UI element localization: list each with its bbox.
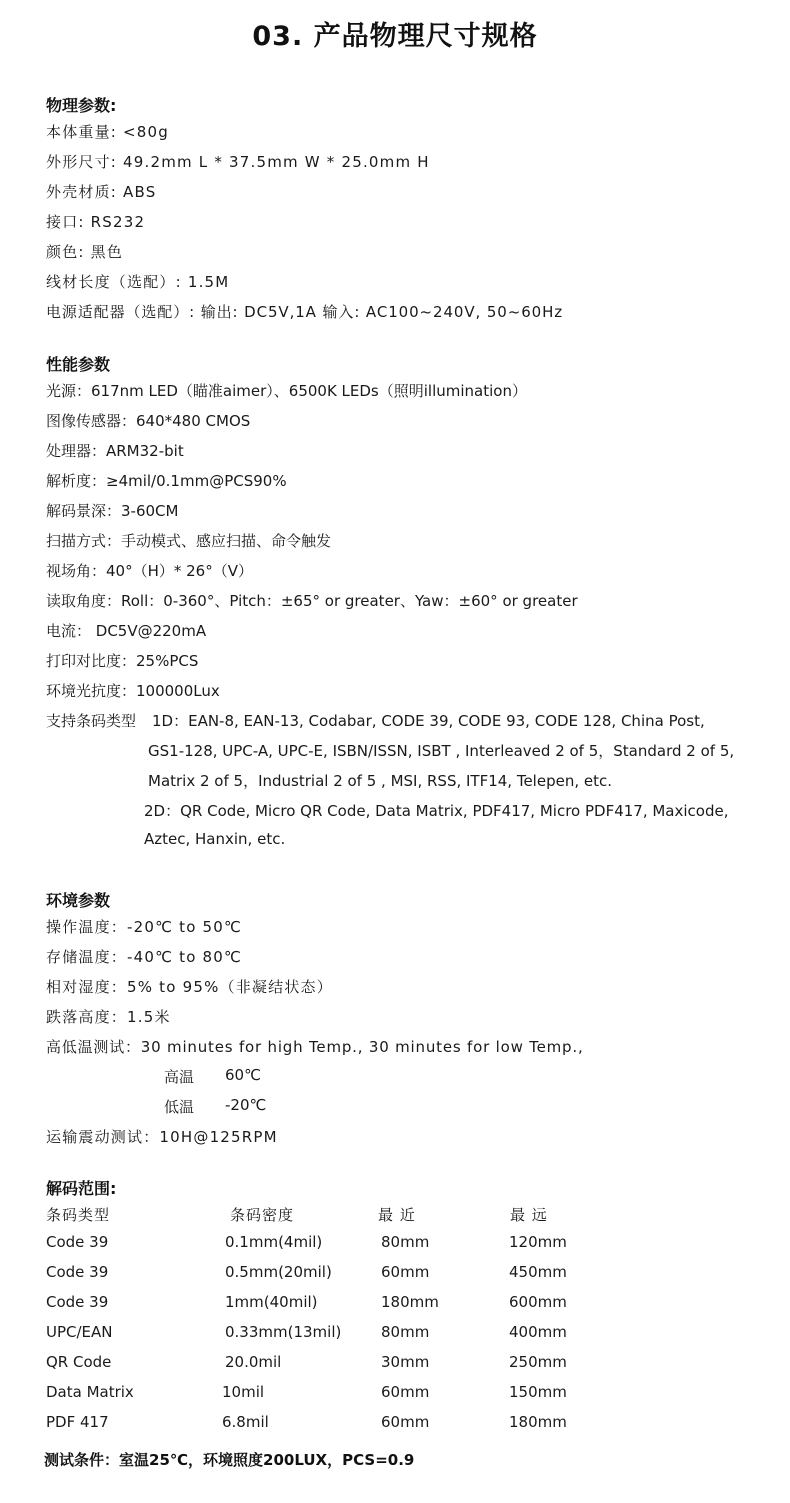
performance-heading: 性能参数 <box>46 355 111 374</box>
env-low-temp-label: 低温 <box>164 1098 195 1116</box>
perf-barcode-2d-line-2: Aztec, Hanxin, etc. <box>144 830 286 848</box>
perf-resolution: 解析度：≥4mil/0.1mm@PCS90% <box>46 472 287 490</box>
table-cell-density: 0.5mm(20mil) <box>225 1263 332 1281</box>
table-cell-far: 150mm <box>509 1383 567 1401</box>
physical-interface: 接口: RS232 <box>46 213 146 231</box>
env-drop-height: 跌落高度：1.5米 <box>46 1008 171 1026</box>
table-cell-type: Code 39 <box>46 1263 109 1281</box>
table-cell-near: 30mm <box>381 1353 430 1371</box>
table-cell-far: 120mm <box>509 1233 567 1251</box>
physical-heading: 物理参数: <box>46 96 117 115</box>
perf-print-contrast: 打印对比度：25%PCS <box>46 652 199 670</box>
table-header-far: 最 远 <box>510 1206 548 1224</box>
physical-power-adapter: 电源适配器（选配）: 输出: DC5V,1A 输入: AC100~240V, 50~60Hz <box>46 303 564 321</box>
env-humidity: 相对湿度：5% to 95%（非凝结状态） <box>46 978 333 996</box>
table-cell-far: 400mm <box>509 1323 567 1341</box>
perf-barcode-1d-line-3: Matrix 2 of 5，Industrial 2 of 5 , MSI, RSS, ITF14, Telepen, etc. <box>148 772 612 790</box>
table-cell-type: UPC/EAN <box>46 1323 113 1341</box>
env-temp-test: 高低温测试：30 minutes for high Temp., 30 minutes for low Temp., <box>46 1038 584 1056</box>
perf-barcode-2d-line-1: 2D：QR Code, Micro QR Code, Data Matrix, PDF417, Micro PDF417, Maxicode, <box>144 802 729 820</box>
perf-processor: 处理器：ARM32-bit <box>46 442 184 460</box>
physical-dimensions: 外形尺寸: 49.2mm L * 37.5mm W * 25.0mm H <box>46 153 430 171</box>
perf-barcode-label: 支持条码类型 <box>46 712 137 730</box>
page-title: 03. 产品物理尺寸规格 <box>252 21 538 52</box>
table-cell-type: Data Matrix <box>46 1383 134 1401</box>
perf-read-angle: 读取角度：Roll：0-360°、Pitch：±65° or greater、Yaw：±60° or greater <box>46 592 578 610</box>
table-cell-type: QR Code <box>46 1353 112 1371</box>
perf-field-of-view: 视场角：40°（H）* 26°（V） <box>46 562 253 580</box>
table-cell-near: 80mm <box>381 1323 430 1341</box>
table-cell-type: Code 39 <box>46 1293 109 1311</box>
perf-scan-mode: 扫描方式：手动模式、感应扫描、命令触发 <box>46 532 332 550</box>
perf-current: 电流： DC5V@220mA <box>46 622 207 640</box>
table-header-density: 条码密度 <box>230 1206 295 1224</box>
env-high-temp-label: 高温 <box>164 1068 195 1086</box>
table-cell-density: 1mm(40mil) <box>225 1293 318 1311</box>
decode-range-heading: 解码范围: <box>46 1179 117 1198</box>
test-conditions-note: 测试条件：室温25℃，环境照度200LUX，PCS=0.9 <box>44 1451 415 1469</box>
physical-material: 外壳材质: ABS <box>46 183 157 201</box>
table-cell-near: 60mm <box>381 1383 430 1401</box>
table-cell-far: 600mm <box>509 1293 567 1311</box>
table-cell-density: 0.1mm(4mil) <box>225 1233 323 1251</box>
table-cell-type: Code 39 <box>46 1233 109 1251</box>
physical-weight: 本体重量: <80g <box>46 123 169 141</box>
env-high-temp-value: 60℃ <box>225 1066 261 1084</box>
table-cell-density: 6.8mil <box>222 1413 269 1431</box>
perf-light-source: 光源：617nm LED（瞄准aimer）、6500K LEDs（照明illumination） <box>46 382 527 400</box>
env-low-temp-value: -20℃ <box>225 1096 267 1114</box>
table-cell-near: 180mm <box>381 1293 439 1311</box>
perf-ambient-light: 环境光抗度：100000Lux <box>46 682 220 700</box>
table-cell-near: 80mm <box>381 1233 430 1251</box>
table-cell-near: 60mm <box>381 1413 430 1431</box>
physical-cable-length: 线材长度（选配）: 1.5M <box>46 273 230 291</box>
table-cell-type: PDF 417 <box>46 1413 109 1431</box>
perf-image-sensor: 图像传感器：640*480 CMOS <box>46 412 251 430</box>
table-cell-far: 180mm <box>509 1413 567 1431</box>
perf-barcode-1d-line-1: 1D：EAN-8, EAN-13, Codabar, CODE 39, CODE 93, CODE 128, China Post, <box>152 712 705 730</box>
env-transport-vibration: 运输震动测试：10H@125RPM <box>46 1128 278 1146</box>
environment-heading: 环境参数 <box>46 891 111 910</box>
perf-barcode-1d-line-2: GS1-128, UPC-A, UPC-E, ISBN/ISSN, ISBT , Interleaved 2 of 5，Standard 2 of 5, <box>148 742 735 760</box>
table-cell-far: 450mm <box>509 1263 567 1281</box>
table-cell-density: 20.0mil <box>225 1353 282 1371</box>
table-cell-density: 0.33mm(13mil) <box>225 1323 342 1341</box>
perf-depth-of-field: 解码景深：3-60CM <box>46 502 179 520</box>
table-header-near: 最 近 <box>378 1206 416 1224</box>
env-storage-temp: 存储温度：-40℃ to 80℃ <box>46 948 243 966</box>
table-header-type: 条码类型 <box>46 1206 111 1224</box>
table-cell-near: 60mm <box>381 1263 430 1281</box>
physical-color: 颜色: 黑色 <box>46 243 124 261</box>
table-cell-far: 250mm <box>509 1353 567 1371</box>
env-operating-temp: 操作温度：-20℃ to 50℃ <box>46 918 243 936</box>
table-cell-density: 10mil <box>222 1383 265 1401</box>
